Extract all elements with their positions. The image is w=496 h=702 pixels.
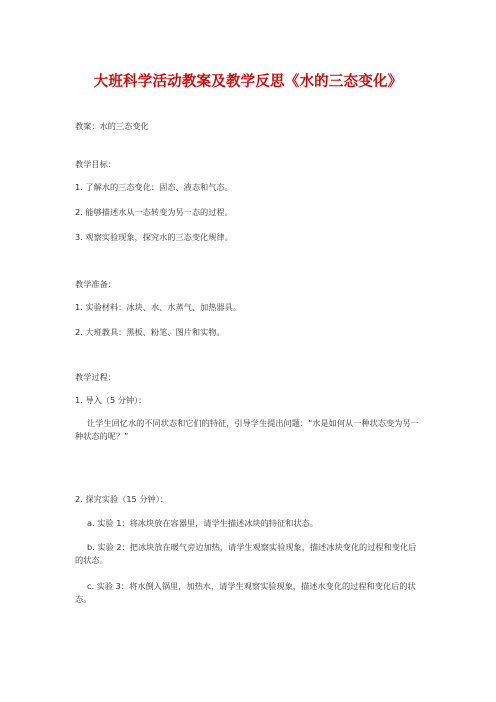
experiment-c: c. 实验 3：将水倒入锅里，加热水，请学生观察实验现象，描述水变化的过程和变化后的状态。: [75, 581, 416, 604]
step1-heading: 1. 导入（5 分钟）：: [75, 395, 147, 405]
experiment-b: b. 实验 2：把冰块放在暖气旁边加热，请学生观察实验现象，描述冰块变化的过程和变化后的状态。: [75, 542, 417, 565]
objective-item-2: 2. 能够描述水从一态转变为另一态的过程。: [75, 207, 233, 217]
preparation-item-1: 1. 实验材料：冰块、水、水蒸气、加热器具。: [75, 302, 241, 312]
process-heading: 教学过程：: [75, 372, 116, 382]
objectives-heading: 教学目标：: [75, 159, 116, 169]
objective-item-1: 1. 了解水的三态变化：固态、液态和气态。: [75, 182, 233, 192]
objective-item-3: 3. 观察实验现象，探究水的三态变化规律。: [75, 232, 233, 242]
experiment-a: a. 实验 1：将冰块放在容器里，请学生描述冰块的特征和状态。: [87, 518, 318, 528]
preparation-heading: 教学准备：: [75, 279, 116, 289]
preparation-item-2: 2. 大班教具：黑板、粉笔、图片和实物。: [75, 327, 225, 337]
step1-body: 让学生回忆水的不同状态和它们的特征，引导学生提出问题：“水是如何从一种状态变为另一种状态的呢？”: [75, 418, 419, 441]
document-title: 大班科学活动教案及教学反思《水的三态变化》: [93, 74, 403, 90]
lesson-plan-label: 教案：水的三态变化: [75, 121, 149, 131]
step2-heading: 2. 探究实验（15 分钟）：: [75, 494, 169, 504]
